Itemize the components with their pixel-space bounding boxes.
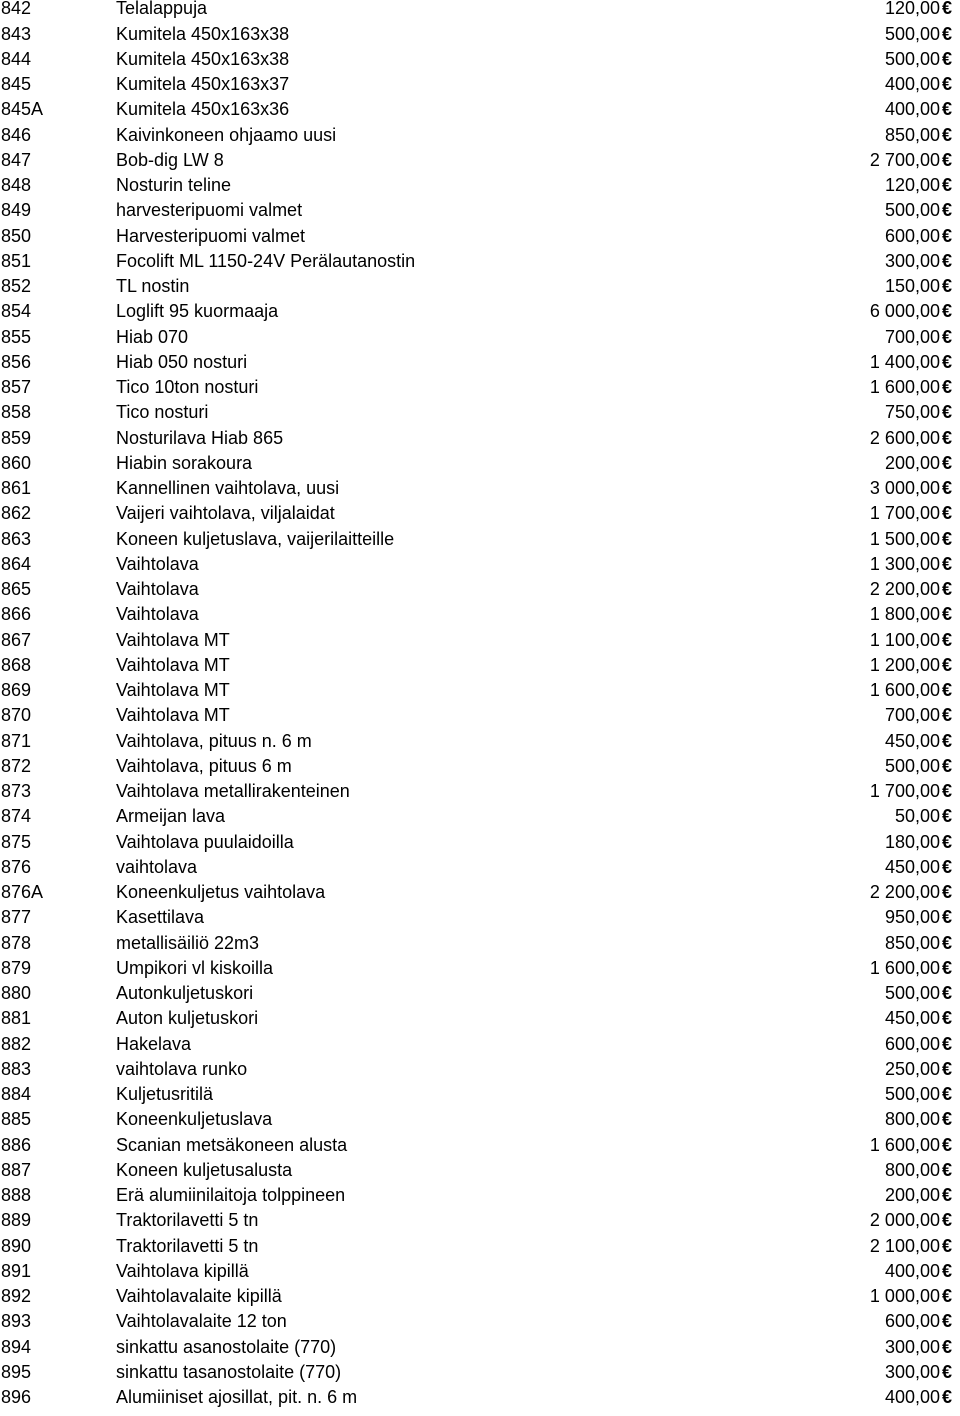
list-item [0,830,960,855]
item-price: 700,00 [884,705,940,726]
item-price: 800,00 [884,1159,940,1180]
item-price: 1 000,00 [869,1286,940,1307]
item-number: 863 [1,528,32,549]
item-number: 888 [1,1185,32,1206]
item-number: 890 [1,1235,32,1256]
list-item [0,855,960,880]
list-item [0,1284,960,1309]
item-name: Nosturin teline [116,175,232,196]
list-item [0,552,960,577]
item-name: Kaivinkoneen ohjaamo uusi [116,124,337,145]
euro-icon: € [942,200,953,221]
euro-icon: € [942,604,953,625]
euro-icon: € [942,680,953,701]
item-price: 1 700,00 [869,781,940,802]
euro-icon: € [942,48,953,69]
euro-icon: € [942,478,953,499]
list-item [0,97,960,122]
item-name: Nosturilava Hiab 865 [116,427,284,448]
item-price: 500,00 [884,23,940,44]
euro-icon: € [942,124,953,145]
item-number: 891 [1,1260,32,1281]
item-price: 300,00 [884,250,940,271]
euro-icon: € [942,99,953,120]
list-item [0,350,960,375]
item-number: 864 [1,553,32,574]
list-item [0,1208,960,1233]
item-name: Kasettilava [116,907,205,928]
euro-icon: € [942,276,953,297]
item-name: Auton kuljetuskori [116,1008,259,1029]
item-name: TL nostin [116,276,190,297]
list-item [0,981,960,1006]
item-name: Koneen kuljetusalusta [116,1159,293,1180]
list-item [0,47,960,72]
item-price: 2 700,00 [869,149,940,170]
list-item [0,426,960,451]
euro-icon: € [942,1185,953,1206]
item-number: 862 [1,503,32,524]
euro-icon: € [942,503,953,524]
item-name: Vaihtolava MT [116,680,230,701]
item-number: 846 [1,124,32,145]
list-item [0,72,960,97]
list-item [0,224,960,249]
euro-icon: € [942,1008,953,1029]
item-name: sinkattu tasanostolaite (770) [116,1361,342,1382]
item-number: 848 [1,175,32,196]
item-number: 876A [1,882,44,903]
item-number: 866 [1,604,32,625]
item-price: 950,00 [884,907,940,928]
item-price: 120,00 [884,0,940,19]
euro-icon: € [942,175,953,196]
euro-icon: € [942,907,953,928]
item-name: Telalappuja [116,0,208,19]
item-price: 1 300,00 [869,553,940,574]
item-price: 300,00 [884,1336,940,1357]
list-item [0,476,960,501]
euro-icon: € [942,629,953,650]
item-name: vaihtolava [116,856,198,877]
item-name: Bob-dig LW 8 [116,149,224,170]
item-name: Vaihtolavalaite 12 ton [116,1311,287,1332]
euro-icon: € [942,1361,953,1382]
euro-icon: € [942,351,953,372]
euro-icon: € [942,1058,953,1079]
item-number: 871 [1,730,32,751]
item-name: Koneenkuljetuslava [116,1109,273,1130]
item-name: Traktorilavetti 5 tn [116,1210,259,1231]
item-number: 875 [1,831,32,852]
list-item [0,1082,960,1107]
item-name: Vaihtolava, pituus n. 6 m [116,730,312,751]
list-item [0,299,960,324]
item-price: 120,00 [884,175,940,196]
item-name: Vaihtolava [116,579,199,600]
item-number: 881 [1,1008,32,1029]
list-item [0,1385,960,1410]
item-price: 450,00 [884,1008,940,1029]
list-item [0,22,960,47]
item-name: Tico nosturi [116,402,209,423]
item-price: 450,00 [884,730,940,751]
list-item [0,1309,960,1334]
item-number: 886 [1,1134,32,1155]
list-item [0,577,960,602]
item-price: 800,00 [884,1109,940,1130]
list-item [0,527,960,552]
item-number: 876 [1,856,32,877]
item-price: 1 400,00 [869,351,940,372]
list-item [0,1107,960,1132]
item-price: 1 500,00 [869,528,940,549]
item-name: metallisäiliö 22m3 [116,932,260,953]
item-name: Vaihtolava MT [116,654,230,675]
euro-icon: € [942,932,953,953]
item-number: 855 [1,326,32,347]
item-number: 861 [1,478,32,499]
item-name: Hiab 070 [116,326,189,347]
item-name: Hiab 050 nosturi [116,351,248,372]
item-name: Hiabin sorakoura [116,452,253,473]
item-number: 851 [1,250,32,271]
list-item [0,375,960,400]
item-price: 500,00 [884,983,940,1004]
item-number: 880 [1,983,32,1004]
euro-icon: € [942,326,953,347]
euro-icon: € [942,23,953,44]
item-number: 845A [1,99,44,120]
item-number: 852 [1,276,32,297]
item-name: Koneen kuljetuslava, vaijerilaitteille [116,528,395,549]
item-number: 894 [1,1336,32,1357]
euro-icon: € [942,730,953,751]
euro-icon: € [942,225,953,246]
item-price: 180,00 [884,831,940,852]
item-price: 850,00 [884,932,940,953]
list-item [0,198,960,223]
list-item [0,249,960,274]
list-item [0,956,960,981]
item-number: 873 [1,781,32,802]
euro-icon: € [942,452,953,473]
euro-icon: € [942,1387,953,1408]
item-price: 400,00 [884,1260,940,1281]
item-price: 500,00 [884,200,940,221]
item-price: 200,00 [884,1185,940,1206]
item-number: 849 [1,200,32,221]
euro-icon: € [942,528,953,549]
list-item [0,148,960,173]
euro-icon: € [942,301,953,322]
item-price: 250,00 [884,1058,940,1079]
item-number: 885 [1,1109,32,1130]
item-name: Kumitela 450x163x37 [116,74,290,95]
list-item [0,501,960,526]
euro-icon: € [942,1210,953,1231]
list-item [0,628,960,653]
item-price: 600,00 [884,1033,940,1054]
euro-icon: € [942,806,953,827]
item-name: Autonkuljetuskori [116,983,254,1004]
euro-icon: € [942,1336,953,1357]
item-number: 854 [1,301,32,322]
item-price: 1 600,00 [869,680,940,701]
item-name: Kumitela 450x163x38 [116,48,290,69]
euro-icon: € [942,1033,953,1054]
item-name: Kannellinen vaihtolava, uusi [116,478,340,499]
list-item [0,123,960,148]
list-item [0,1360,960,1385]
list-item [0,400,960,425]
euro-icon: € [942,1159,953,1180]
item-price: 1 200,00 [869,654,940,675]
euro-icon: € [942,654,953,675]
list-item [0,880,960,905]
item-number: 884 [1,1084,32,1105]
item-price: 400,00 [884,1387,940,1408]
item-number: 893 [1,1311,32,1332]
item-number: 878 [1,932,32,953]
euro-icon: € [942,1109,953,1130]
item-price: 200,00 [884,452,940,473]
item-number: 895 [1,1361,32,1382]
euro-icon: € [942,74,953,95]
item-name: Vaihtolava kipillä [116,1260,249,1281]
item-number: 850 [1,225,32,246]
item-number: 883 [1,1058,32,1079]
item-number: 892 [1,1286,32,1307]
item-number: 843 [1,23,32,44]
item-name: Vaihtolava MT [116,705,230,726]
item-name: Harvesteripuomi valmet [116,225,306,246]
item-name: Focolift ML 1150-24V Perälautanostin [116,250,416,271]
item-name: Vaijeri vaihtolava, viljalaidat [116,503,335,524]
item-number: 879 [1,957,32,978]
item-name: Umpikori vl kiskoilla [116,957,274,978]
euro-icon: € [942,831,953,852]
item-name: Erä alumiinilaitoja tolppineen [116,1185,346,1206]
item-number: 887 [1,1159,32,1180]
list-item [0,602,960,627]
item-name: Kuljetusritilä [116,1084,214,1105]
list-item [0,0,960,22]
list-item [0,905,960,930]
item-price: 600,00 [884,1311,940,1332]
item-name: Vaihtolava metallirakenteinen [116,781,350,802]
euro-icon: € [942,1311,953,1332]
item-name: Armeijan lava [116,806,226,827]
euro-icon: € [942,149,953,170]
euro-icon: € [942,579,953,600]
item-number: 868 [1,654,32,675]
item-price: 400,00 [884,74,940,95]
item-name: harvesteripuomi valmet [116,200,303,221]
euro-icon: € [942,856,953,877]
item-number: 870 [1,705,32,726]
item-price: 1 100,00 [869,629,940,650]
list-item [0,729,960,754]
list-item [0,1183,960,1208]
item-name: sinkattu asanostolaite (770) [116,1336,337,1357]
item-name: Vaihtolava MT [116,629,230,650]
item-price: 400,00 [884,99,940,120]
item-number: 865 [1,579,32,600]
item-number: 859 [1,427,32,448]
list-item [0,1032,960,1057]
euro-icon: € [942,755,953,776]
item-price: 300,00 [884,1361,940,1382]
euro-icon: € [942,1134,953,1155]
item-price: 1 700,00 [869,503,940,524]
item-price: 3 000,00 [869,478,940,499]
item-price: 150,00 [884,276,940,297]
item-price: 2 100,00 [869,1235,940,1256]
euro-icon: € [942,781,953,802]
item-price: 2 600,00 [869,427,940,448]
item-name: Vaihtolava, pituus 6 m [116,755,292,776]
list-item [0,653,960,678]
list-item [0,451,960,476]
item-number: 847 [1,149,32,170]
item-price: 1 600,00 [869,377,940,398]
list-item [0,804,960,829]
item-name: Vaihtolava puulaidoilla [116,831,294,852]
list-item [0,1057,960,1082]
euro-icon: € [942,402,953,423]
item-number: 845 [1,74,32,95]
item-name: Kumitela 450x163x36 [116,99,290,120]
item-number: 869 [1,680,32,701]
item-price: 1 600,00 [869,957,940,978]
list-item [0,1006,960,1031]
item-price: 750,00 [884,402,940,423]
item-number: 889 [1,1210,32,1231]
item-name: Kumitela 450x163x38 [116,23,290,44]
euro-icon: € [942,377,953,398]
list-item [0,1133,960,1158]
item-number: 844 [1,48,32,69]
euro-icon: € [942,427,953,448]
item-name: Vaihtolava [116,553,199,574]
item-number: 874 [1,806,32,827]
item-name: Hakelava [116,1033,192,1054]
euro-icon: € [942,1084,953,1105]
item-price: 1 600,00 [869,1134,940,1155]
item-price: 2 200,00 [869,882,940,903]
item-price: 600,00 [884,225,940,246]
item-name: Scanian metsäkoneen alusta [116,1134,348,1155]
list-item [0,274,960,299]
item-price: 2 000,00 [869,1210,940,1231]
item-number: 856 [1,351,32,372]
euro-icon: € [942,553,953,574]
item-price: 1 800,00 [869,604,940,625]
item-number: 896 [1,1387,32,1408]
euro-icon: € [942,0,953,19]
euro-icon: € [942,957,953,978]
list-item [0,931,960,956]
item-price: 50,00 [894,806,940,827]
item-price: 700,00 [884,326,940,347]
list-item [0,703,960,728]
item-number: 842 [1,0,32,19]
item-price: 500,00 [884,1084,940,1105]
item-price: 450,00 [884,856,940,877]
item-name: Loglift 95 kuormaaja [116,301,279,322]
item-number: 857 [1,377,32,398]
item-number: 877 [1,907,32,928]
item-name: Alumiiniset ajosillat, pit. n. 6 m [116,1387,358,1408]
item-name: Tico 10ton nosturi [116,377,259,398]
item-name: Koneenkuljetus vaihtolava [116,882,326,903]
euro-icon: € [942,983,953,1004]
euro-icon: € [942,1286,953,1307]
list-item [0,1158,960,1183]
item-price: 500,00 [884,755,940,776]
item-price: 6 000,00 [869,301,940,322]
list-item [0,325,960,350]
item-number: 872 [1,755,32,776]
list-item [0,754,960,779]
item-name: Vaihtolava [116,604,199,625]
item-number: 867 [1,629,32,650]
euro-icon: € [942,1235,953,1256]
list-item [0,173,960,198]
euro-icon: € [942,1260,953,1281]
item-name: Vaihtolavalaite kipillä [116,1286,282,1307]
item-number: 882 [1,1033,32,1054]
euro-icon: € [942,250,953,271]
item-number: 860 [1,452,32,473]
list-item [0,1335,960,1360]
item-price: 850,00 [884,124,940,145]
item-name: Traktorilavetti 5 tn [116,1235,259,1256]
list-item [0,678,960,703]
item-price: 2 200,00 [869,579,940,600]
list-item [0,779,960,804]
list-item [0,1234,960,1259]
euro-icon: € [942,882,953,903]
list-item [0,1259,960,1284]
item-name: vaihtolava runko [116,1058,248,1079]
item-price: 500,00 [884,48,940,69]
euro-icon: € [942,705,953,726]
item-number: 858 [1,402,32,423]
